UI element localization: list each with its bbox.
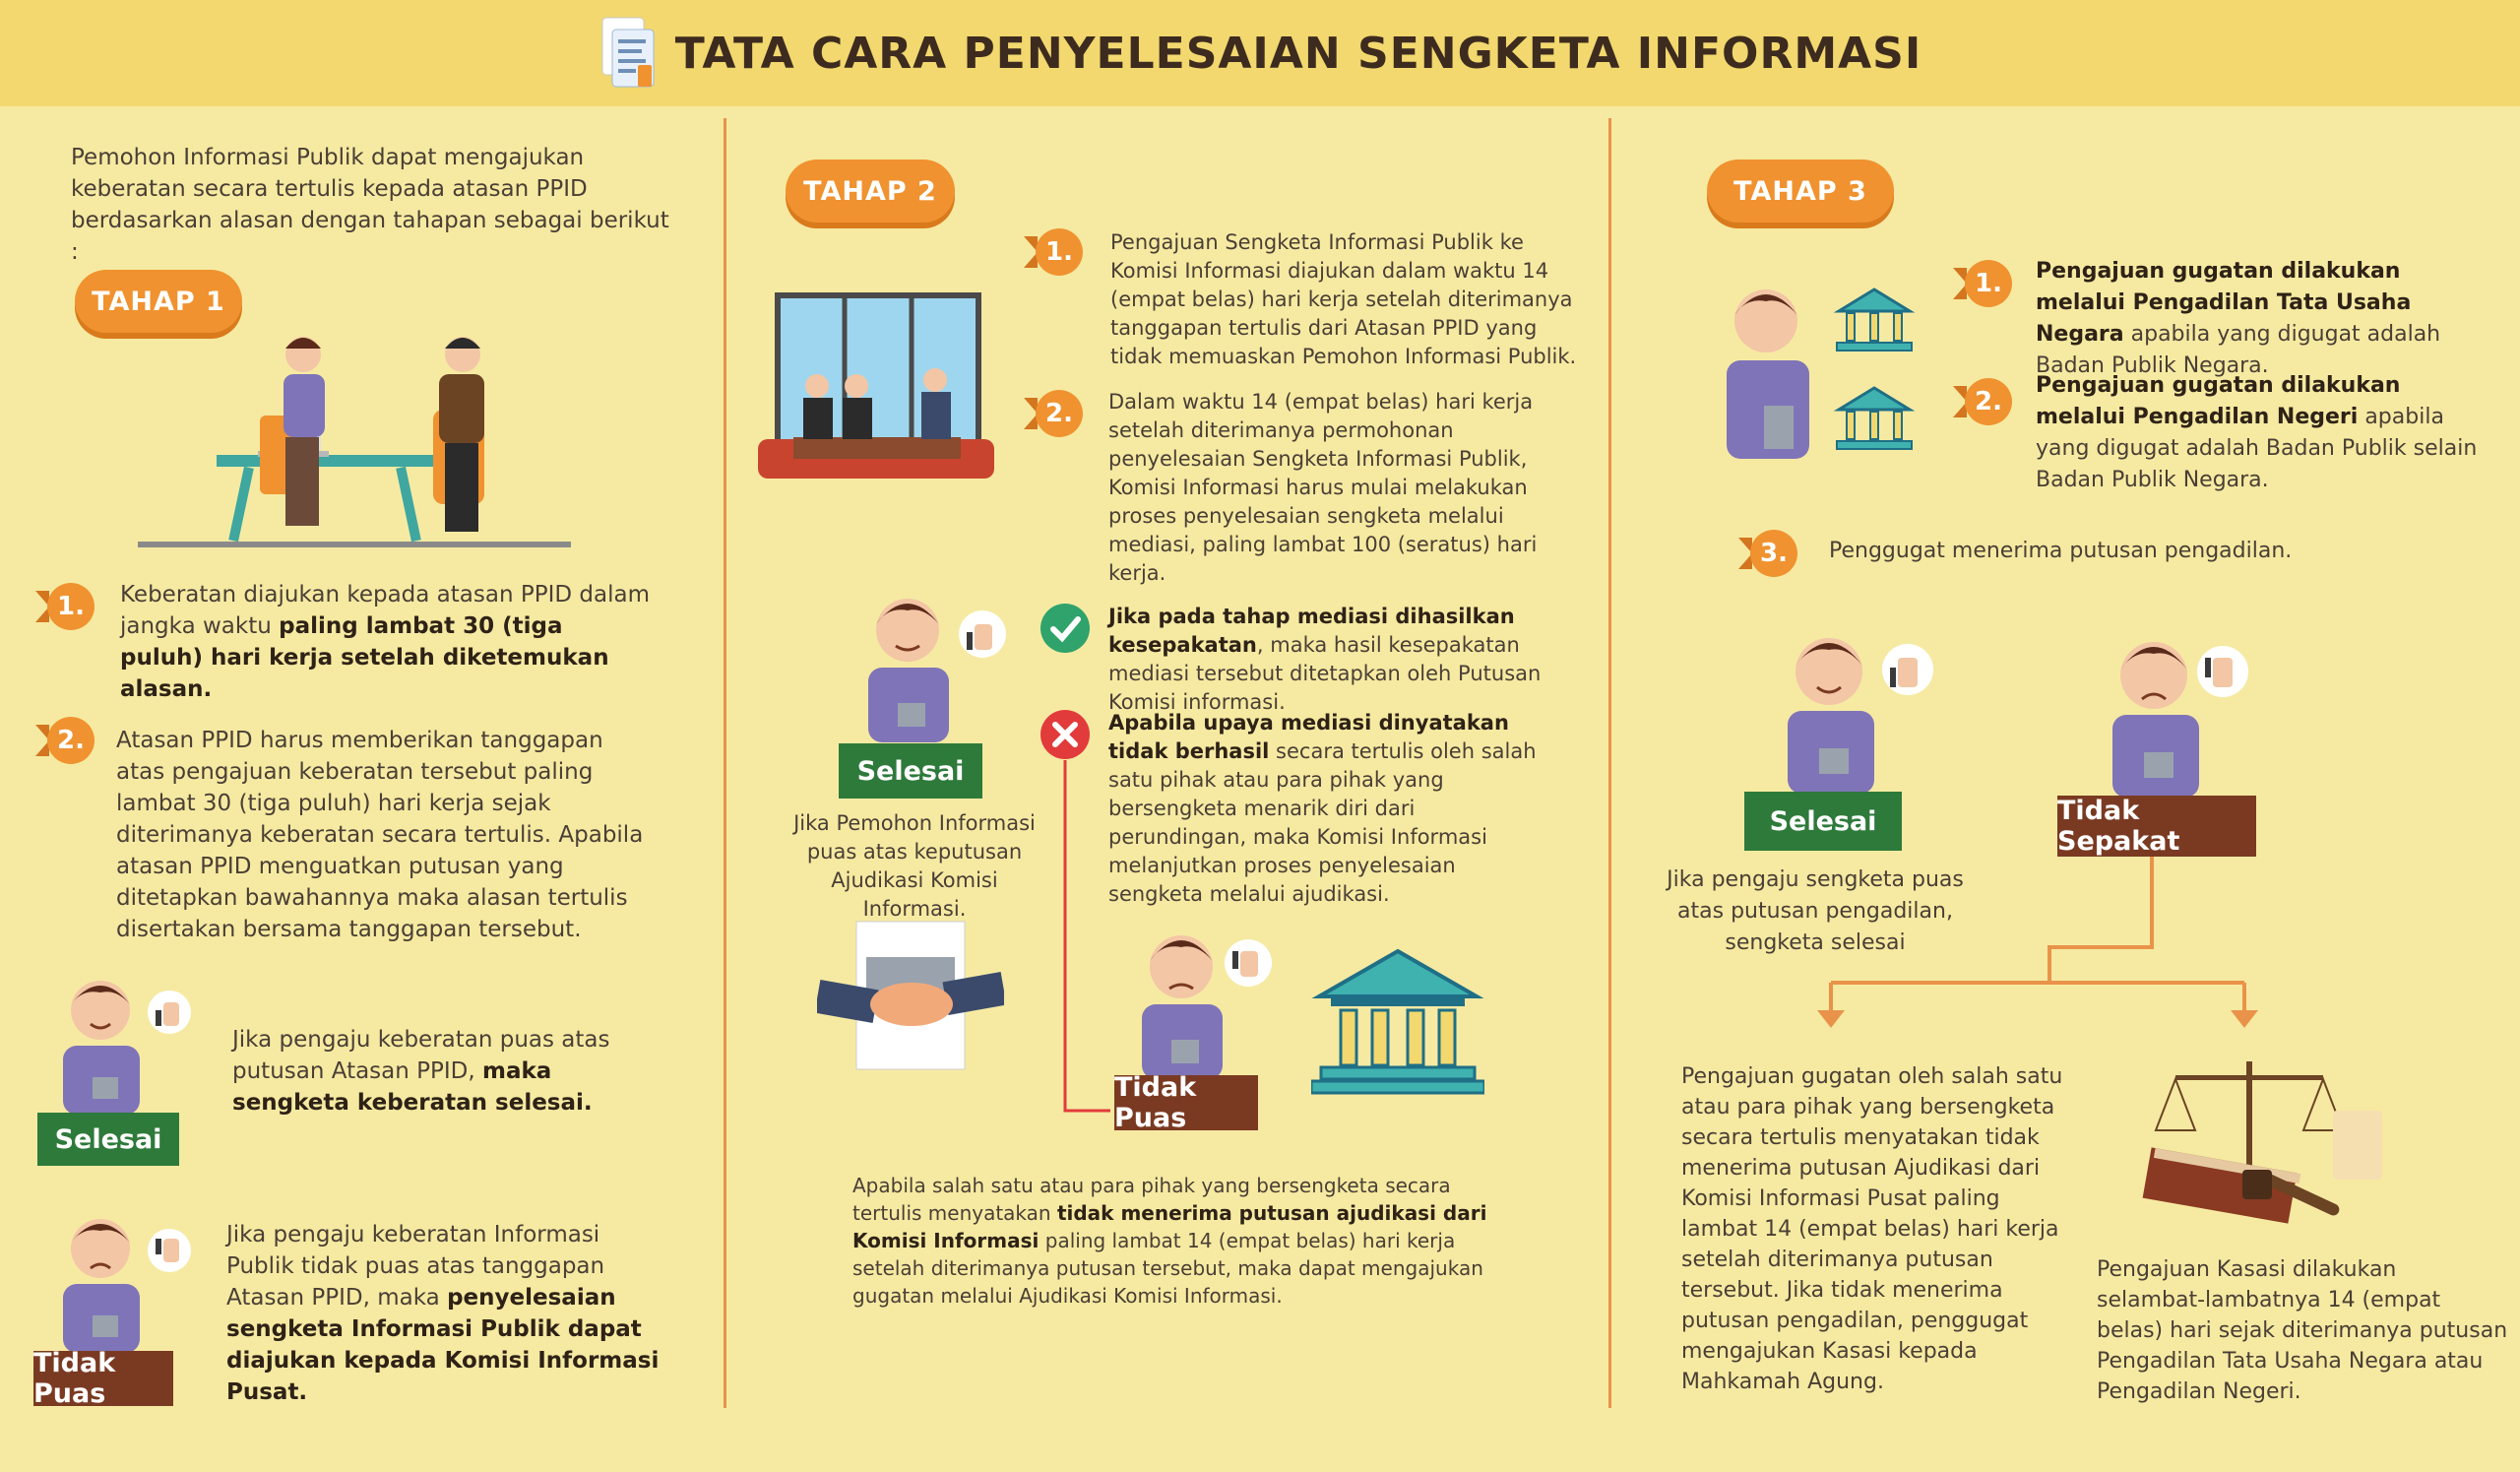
cross-icon (1040, 709, 1091, 760)
col1-done-text: Jika pengaju keberatan puas atas putusan Atasan PPID, maka sengketa keberatan selesai. (232, 1027, 610, 1116)
col1-step-1-text: Keberatan diajukan kepada atasan PPID dalam jangka waktu paling lambat 30 (tiga puluh) hari kerja setelah diketemukan alasan. (120, 582, 650, 702)
header-bar (0, 0, 2520, 106)
col2-step-1-marker: 1. (1024, 228, 1083, 276)
col2-step-2-marker: 2. (1024, 390, 1083, 437)
office-meeting-illustration (758, 291, 994, 488)
col3-done-label: Selesai (1744, 792, 1902, 851)
col3-left-text: Pengajuan gugatan oleh salah satu atau para pihak yang bersengketa secara tertulis menyatakan tidak menerima putusan Ajudikasi dari Komisi Informasi Pusat paling lambat 14 (empat belas) hari kerja setelah diterimanya putusan tersebut. Jika tidak menerima putusan pengadilan, penggugat mengajukan Kasasi kepada Mahkamah Agung. (1681, 1064, 2063, 1394)
happy-person-icon (53, 971, 211, 1115)
handshake-document-icon (817, 918, 1004, 1075)
col3-right-text: Pengajuan Kasasi dilakukan selambat-lambatnya 14 (empat belas) hari sejak diterimanya putusan Pengadilan Tata Usaha Negara atau Pengadilan Negeri. (2097, 1257, 2508, 1404)
person-courts-illustration (1713, 278, 1945, 475)
stage-3-pill: TAHAP 3 (1707, 160, 1894, 223)
col1-step-2-marker: 2. (35, 717, 94, 764)
sad-person-icon (53, 1209, 211, 1353)
col3-step-3-marker: 3. (1738, 530, 1797, 577)
court-building-icon (1311, 947, 1484, 1097)
stage-1-pill: TAHAP 1 (75, 270, 242, 333)
col2-fail-text: Apabila upaya mediasi dinyatakan tidak berhasil secara tertulis oleh salah satu pihak atau para pihak yang bersengketa menarik diri dari perundingan, maka Komisi Informasi melanjutkan proses penyelesaian sengketa melalui ajudikasi. (1108, 711, 1537, 906)
col1-notdone-label: Tidak Puas (33, 1351, 173, 1406)
col1-intro: Pemohon Informasi Publik dapat mengajukan keberatan secara tertulis kepada atasan PPID berdasarkan alasan dengan tahapan sebagai berikut : (71, 145, 669, 265)
col3-disagree-label: Tidak Sepakat (2057, 796, 2256, 857)
col1-notdone-text: Jika pengaju keberatan Informasi Publik tidak puas atas tanggapan Atasan PPID, maka penyelesaian sengketa Informasi Publik dapat diajukan kepada Komisi Informasi Pusat. (226, 1222, 660, 1405)
justice-scale-icon (2136, 1052, 2392, 1239)
col3-step-1-marker: 1. (1953, 260, 2012, 307)
document-icon (598, 16, 658, 91)
sad-person-icon (1122, 926, 1290, 1079)
branch-arrows (1811, 857, 2264, 1034)
stage-2-pill: TAHAP 2 (786, 160, 955, 223)
col2-done-text: Jika Pemohon Informasi puas atas keputusan Ajudikasi Komisi Informasi. (793, 811, 1036, 921)
col3-done-text: Jika pengaju sengketa puas atas putusan pengadilan, sengketa selesai (1667, 867, 1964, 955)
col2-agreement-text: Jika pada tahap mediasi dihasilkan kesepakatan, maka hasil kesepakatan mediasi tersebut ditetapkan oleh Putusan Komisi informasi. (1108, 605, 1542, 714)
col1-step-2-text: Atasan PPID harus memberikan tanggapan atas pengajuan keberatan tersebut paling lambat 30 (tiga puluh) hari kerja sejak diterimanya keberatan secara tertulis. Apabila atasan PPID menguatkan putusan yang ditetapkan bawahannya maka alasan tertulis disertakan bersama tanggapan tersebut. (116, 728, 644, 942)
check-icon (1040, 603, 1091, 654)
sad-person-icon (2093, 630, 2270, 798)
col3-step-1-text: Pengajuan gugatan dilakukan melalui Pengadilan Tata Usaha Negara apabila yang digugat adalah Badan Publik Negara. (2036, 259, 2441, 378)
column-divider-2 (1608, 118, 1611, 1408)
col3-step-2-text: Pengajuan gugatan dilakukan melalui Pengadilan Negeri apabila yang digugat adalah Badan Publik selain Badan Publik Negara. (2036, 373, 2478, 492)
connector-line (1063, 760, 1112, 1115)
col1-done-label: Selesai (37, 1113, 179, 1166)
column-divider-1 (724, 118, 726, 1408)
col1-step-1-marker: 1. (35, 583, 94, 630)
col2-step-2-text: Dalam waktu 14 (empat belas) hari kerja setelah diterimanya permohonan penyelesaian Sengketa Informasi Publik, Komisi Informasi harus mulai melakukan proses penyelesaian sengketa melalui mediasi, paling lambat 100 (seratus) hari kerja. (1108, 390, 1538, 585)
col2-step-1-text: Pengajuan Sengketa Informasi Publik ke Komisi Informasi diajukan dalam waktu 14 (empat belas) hari kerja setelah diterimanya tanggapan tertulis dari Atasan PPID yang tidak memuaskan Pemohon Informasi Publik. (1110, 230, 1577, 368)
page-title: TATA CARA PENYELESAIAN SENGKETA INFORMASI (674, 28, 1922, 79)
meeting-illustration (138, 327, 581, 553)
col2-done-label: Selesai (839, 743, 982, 799)
col2-bottom-text: Apabila salah satu atau para pihak yang bersengketa secara tertulis menyatakan tidak menerima putusan ajudikasi dari Komisi Informasi paling lambat 14 (empat belas) hari kerja setelah diterimanya putusan tersebut, maka dapat mengajukan gugatan melalui Ajudikasi Komisi Informasi. (852, 1174, 1487, 1308)
happy-person-icon (1768, 626, 1945, 794)
happy-person-icon (849, 589, 1016, 742)
col3-step-2-marker: 2. (1953, 378, 2012, 425)
col2-notdone-label: Tidak Puas (1114, 1075, 1258, 1130)
col3-step-3-text: Penggugat menerima putusan pengadilan. (1829, 539, 2293, 563)
